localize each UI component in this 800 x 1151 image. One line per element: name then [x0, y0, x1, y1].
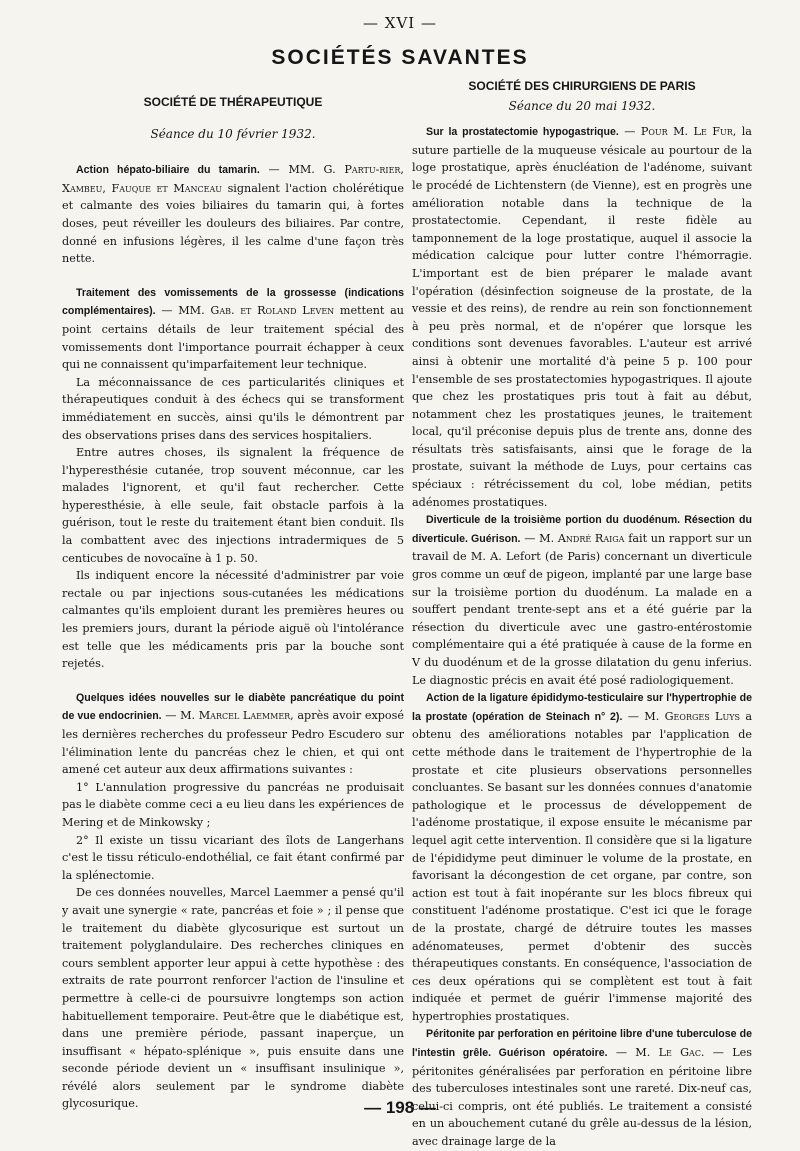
- article-body: a obtenu des améliorations notables par l'application de cette méthode dans le traitement de l'hypertrophie de la prostate et cite plusieurs observations personnelles concluantes. Se basant sur les données connues d'anatomie pathologique et le processus de développement de l'adénome prostatique, il expose ensuite le mécanisme par lequel agit cette intervention. Il considère que si la ligature de l'épididyme peut diminuer le volume de la prostate, en favorisant la décongestion de cet organe, par contre, son action est tout à fait inopérante sur les blocs fibreux qui constituent l'adénome prostatique. C'est ici que le forage de la prostate, chargé de détruire toutes les masses adénomateuses, permet d'obtenir des succès thérapeutiques constants. En conséquence, l'association de ces deux opérations qui se complètent est tout à fait indiquée et permet de guérir l'immense majorité des hypertrophies prostatiques.: [412, 709, 752, 1023]
- list-item: 2° Il existe un tissu vicariant des îlots de Langerhans c'est le tissu réticulo-endothélial, ce fait étant confirmé par la splénectomie.: [62, 833, 404, 882]
- article-body: — Les péritonites généralisées par perforation en péritoine libre des tuberculoses intestinales sont une rareté. Dix-neuf cas, celui-ci compris, ont été publiés. Le traitement a consisté en un abouchement cutané du grêle au-dessus de la lésion, avec drainage large de la: [412, 1046, 753, 1149]
- society-heading-therapeutique: SOCIÉTÉ DE THÉRAPEUTIQUE: [143, 95, 323, 109]
- article-prostatectomie: [412, 123, 752, 511]
- page-number: — 198 —: [364, 1098, 436, 1117]
- article-title: Péritonite par perforation en péritoine libre d'une tuberculose de l'intestin grêle. Guérison opératoire.: [412, 1028, 752, 1060]
- society-heading-chirurgiens: SOCIÉTÉ DES CHIRURGIENS DE PARIS: [468, 79, 696, 93]
- folio-roman: — XVI —: [363, 14, 437, 32]
- list-item: 1° L'annulation progressive du pancréas ne produisait pas le diabète comme ceci a eu lieu dans les expériences de Mering et de Minkowsky ;: [62, 780, 404, 829]
- paragraph: La méconnaissance de ces particularités cliniques et thérapeutiques conduit à des échecs qui se transforment immédiatement en succès, ainsi qu'ils le démontrent par des observations prises dans des services hospitaliers.: [62, 375, 404, 442]
- article-authors: — MM. Gab. et Roland Leven: [161, 304, 335, 318]
- page-title: SOCIÉTÉS SAVANTES: [271, 46, 529, 69]
- article-title: Action hépato-biliaire du tamarin.: [76, 164, 260, 177]
- session-date-left: Séance du 10 février 1932.: [150, 126, 316, 141]
- paragraph: Ils indiquent encore la nécessité d'administrer par voie rectale ou par injections sous-cutanées les médications calmantes qu'ils emploient durant les premières heures ou les premiers jours, durant la période aiguë où l'intolérance est telle que les médicaments pris par la bouche sont rejetés.: [62, 569, 404, 671]
- article-title: Sur la prostatectomie hypogastrique.: [426, 126, 619, 139]
- article-authors: — Pour M. Le Fur,: [624, 125, 737, 139]
- article-diverticule: [412, 511, 752, 689]
- article-diabete: [62, 689, 404, 779]
- paragraph: Entre autres choses, ils signalent la fréquence de l'hyperesthésie cutanée, trop souvent méconnue, car les malades l'ignorent, et qu'il faut rechercher. Cette hyperesthésie, à elle seule, fait obstacle parfois à la guérison, tout le reste du traitement étant bien conduit. Ils la combattent avec des injections intradermiques de 5 centicubes de novocaïne à 1 p. 50.: [62, 446, 404, 565]
- article-vomissements: [62, 284, 404, 374]
- article-body: la suture partielle de la muqueuse vésicale au pourtour de la loge prostatique, après énucléation de l'adénome, suivant le procédé de Lichtenstern (de Vienne), est en progrès une amélioration notable dans la technique de la prostatectomie. Cependant, il reste fidèle au tamponnement de la loge prostatique, auquel il associe la médication calcique pour lutter contre l'hémorragie. L'important est de bien préparer le malade avant l'opération (désinfection soigneuse de la prostate, de la vessie et des reins), de rendre au rein son fonctionnement à peu près normal, et de n'opérer que lorsque les conditions sont devenues favorables. L'auteur est arrivé ainsi à obtenir une mortalité d'à peine 5 p. 100 pour l'ensemble de ses prostatectomies hypogastriques. Il ajoute que chez les prostatiques pris tout à fait au début, notamment chez les prostatiques jeunes, le traitement local, qu'il préconise depuis plus de trente ans, donne des résultats très satisfaisants, ainsi que le forage de la prostate, suivant la méthode de Luys, pour certains cas spéciaux : rétrécissement du col, lobe médian, petits adénomes prostatiques.: [412, 125, 752, 509]
- paragraph: De ces données nouvelles, Marcel Laemmer a pensé qu'il y avait une synergie « rate, pancréas et foie » ; il pense que le traitement du diabète glycosurique est surtout un traitement polyglandulaire. Des recherches cliniques en cours semblent apporter leur appui à cette hypothèse : des extraits de rate pourront renforcer l'action de l'insuline et permettre à celle-ci de poursuivre longtemps son action habituellement temporaire. Peut-être que le diabétique est, dans une première période, passant inaperçue, un insuffisant « hépato-splénique », puis ensuite dans une seconde période devient un « insuffisant insulinique », révélé alors seulement par le syndrome diabète glycosurique.: [62, 886, 404, 1111]
- article-authors: — M. Marcel Laemmer,: [165, 709, 294, 723]
- right-column: [412, 78, 752, 1151]
- article-body: fait un rapport sur un travail de M. A. Lefort (de Paris) concernant un diverticule gros comme un œuf de pigeon, implanté par une large base sur la troisième portion du duodénum. La malade en a souffert pendant trente-sept ans et a été guérie par la résection du diverticule avec une gastro-entérostomie complémentaire qui a été pratiquée à cause de la forme en V du duodénum et de la grosse dilatation du genu inferius. Le diagnostic précis en avait été posé radiologiquement.: [412, 531, 752, 687]
- article-title: Quelques idées nouvelles sur le diabète pancréatique du point de vue endocrinien.: [62, 691, 404, 723]
- left-column: [62, 78, 404, 1113]
- session-date-right: Séance du 20 mai 1932.: [508, 98, 656, 113]
- article-body: après avoir exposé les dernières recherches du professeur Pedro Escudero sur l'élimination lente du pancréas chez le chien, et qui ont amené cet auteur aux deux affirmations suivantes :: [62, 709, 405, 777]
- article-tamarin: [62, 161, 404, 268]
- article-ligature: [412, 689, 752, 1025]
- article-authors: — M. André Raiga: [524, 531, 625, 545]
- article-title: Traitement des vomissements de la grossesse (indications complémentaires).: [62, 286, 404, 318]
- article-peritonite: [412, 1025, 752, 1150]
- article-title: Action de la ligature épididymo-testiculaire sur l'hypertrophie de la prostate (opération de Steinach n° 2).: [412, 692, 752, 723]
- article-authors: — M. Georges Luys: [627, 709, 740, 723]
- article-authors: — M. Le Gac.: [615, 1046, 705, 1060]
- article-authors: — MM. G. Partu-rier, Xambeu, Fauque et Manceau: [62, 163, 404, 195]
- article-title: Diverticule de la troisième portion du duodénum. Résection du diverticule. Guérison.: [412, 514, 752, 545]
- article-body: signalent l'action cholérétique et calmante des voies biliaires du tamarin qui, à fortes doses, peut réveiller les douleurs des biliaires. Par contre, donné en infusions légères, il les calme d'une façon très nette.: [62, 181, 404, 266]
- article-body: mettent au point certains détails de leur traitement spécial des vomissements dont l'importance pourrait échapper à ceux qui ne connaissent qu'imparfaitement leur technique.: [62, 304, 404, 372]
